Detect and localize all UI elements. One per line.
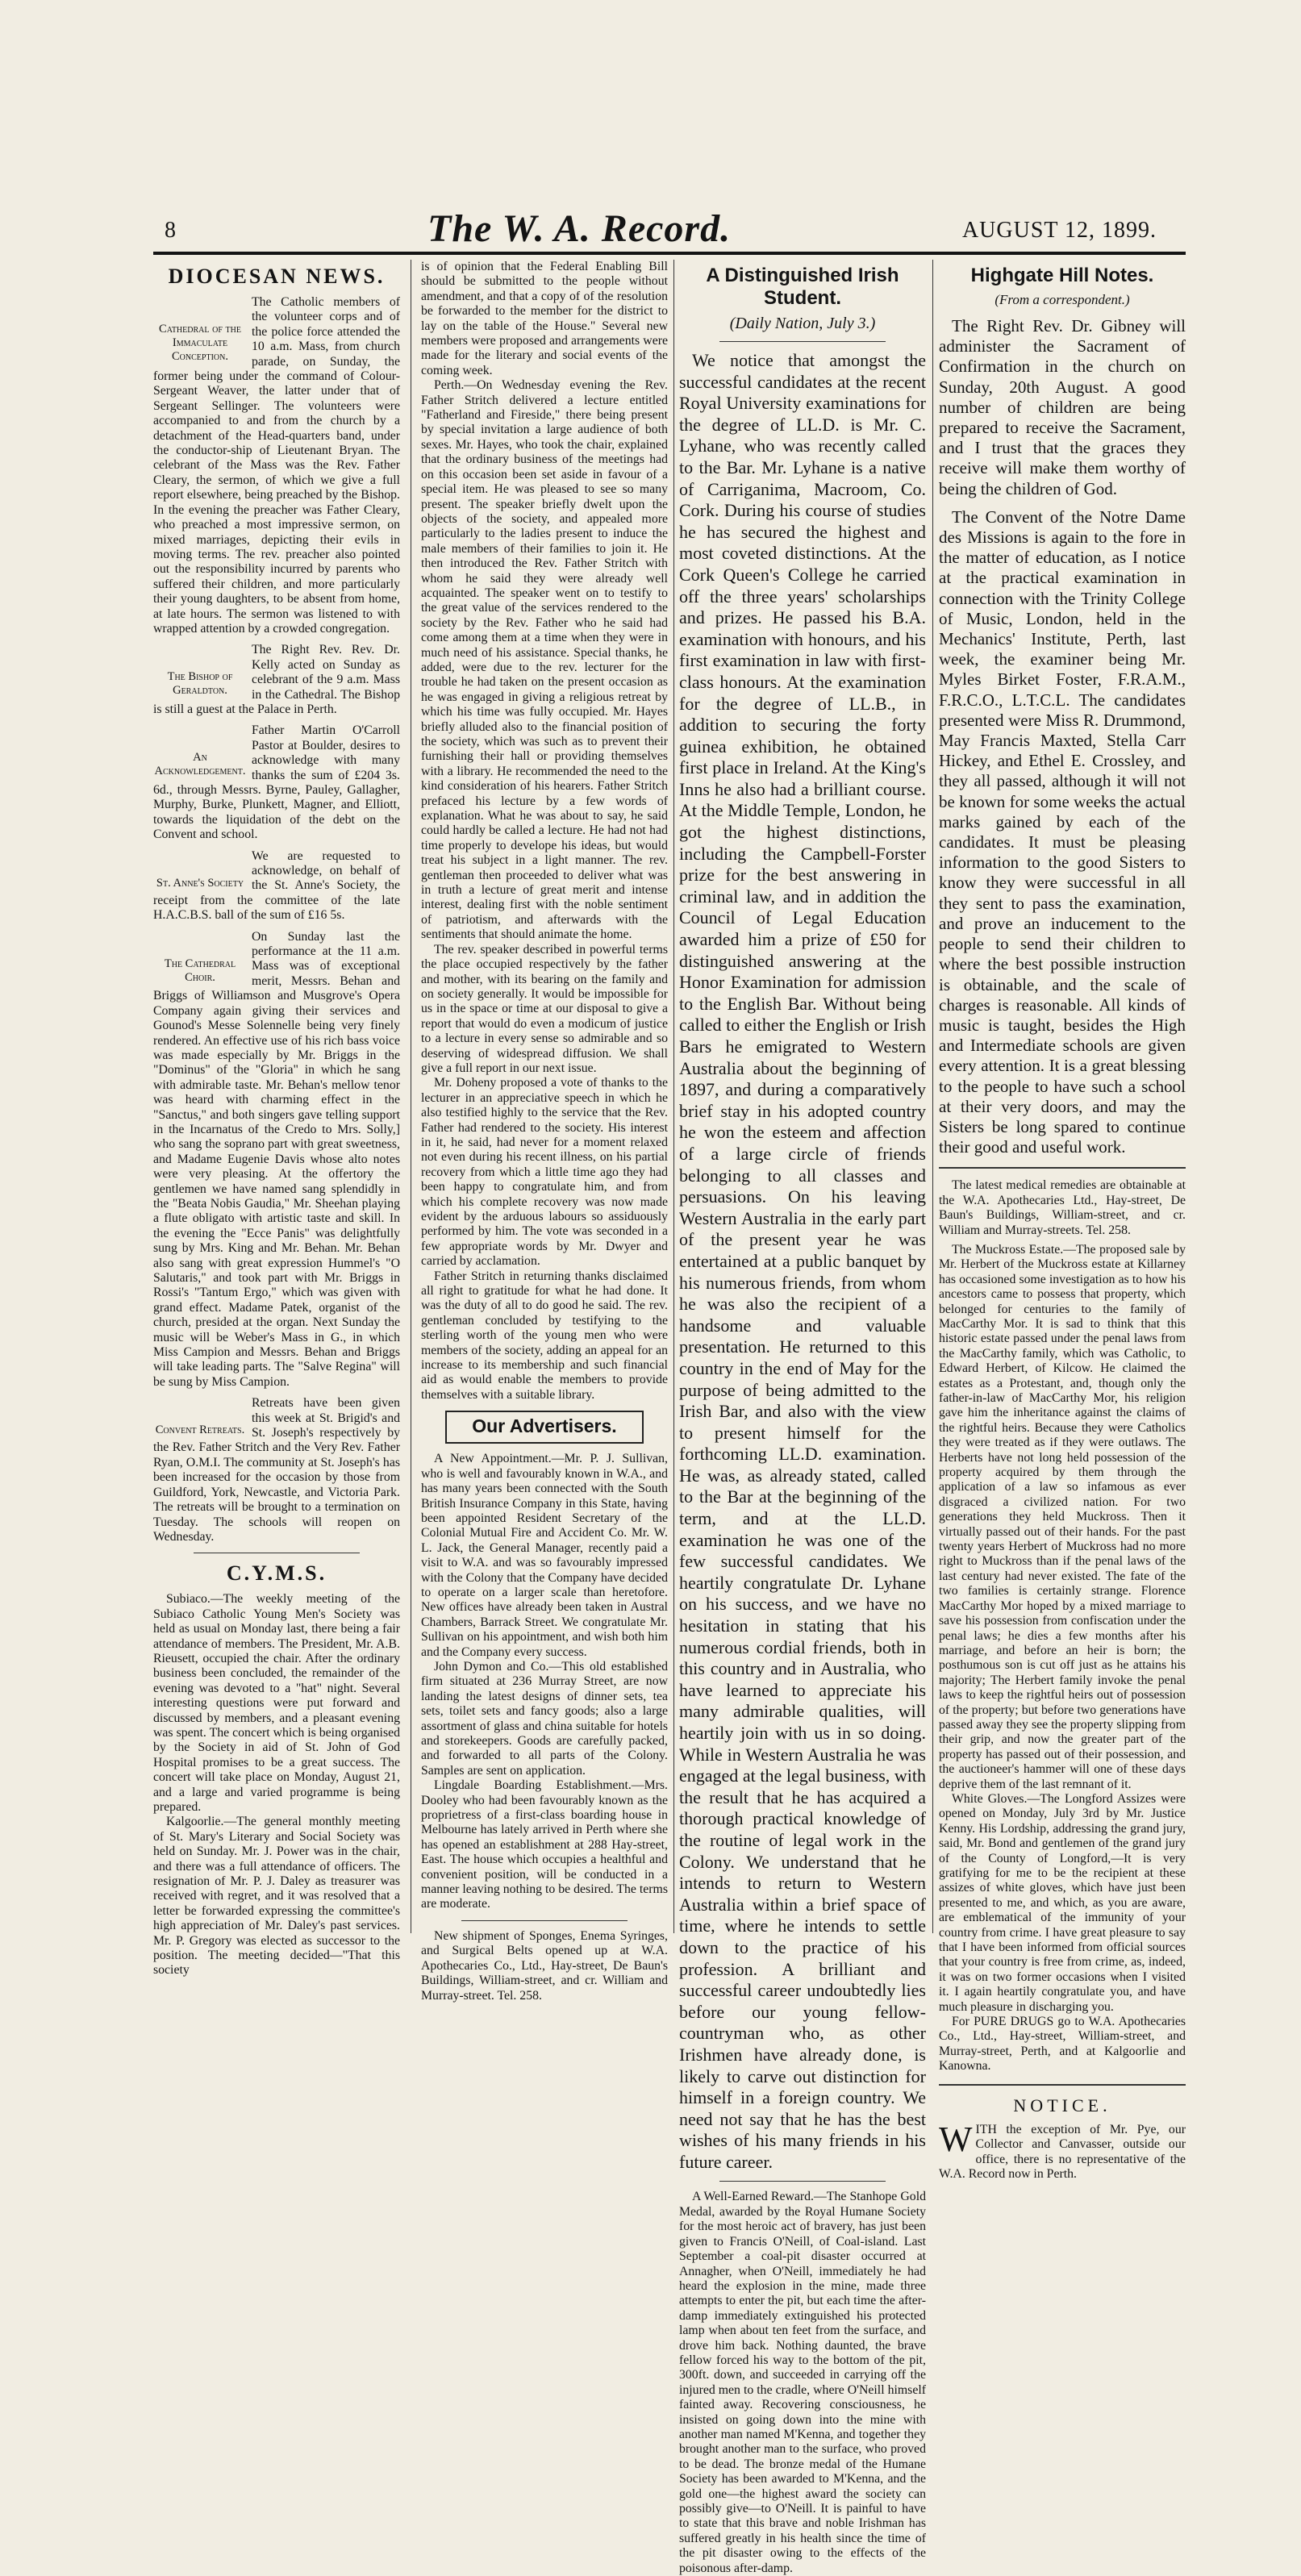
article-text: On Sunday last the performance at the 11 a.m. Mass was of exceptional merit, Messrs. Behan and Briggs of Williamson and Musgrove's Opera Company again giving their services and Gounod's Messe Solennelle being very finely rendered. An effective use of his rich bass voice was made especially by Mr. Briggs in the "Dominus" of the "Gloria" in which he sang with admirable taste. Mr. Behan's mellow tenor was heard with charming effect in the "Sanctus," and both singers gave telling support in the Incarnatus of the Credo to Mrs. Solly,] who sang the soprano part with great sweetness, and Madame Eugenie Davis whose alto notes were very pleasing. At the offertory the gentlemen we have named sang splendidly in the "Beata Nobis Gaudia," Mr. Sheehan playing a flute obligato with artistic taste and skill. In the evening the "Ecce Panis" was delightfully sung by Mrs. King and Mr. Behan. Mr. Behan also sang with great expression Hummel's "O Salutaris," and took part with Mr. Briggs in Rossi's "Tantum Ergo," which was given with grand effect. Madame Patek, organist of the church, presided at the organ. Next Sunday the music will be Weber's Mass in G., in which Miss Campion and Messrs. Behan and Briggs will take leading parts. The "Salve Regina" will be sung by Miss Campion.: [153, 929, 400, 1389]
notice-title: NOTICE.: [1013, 2095, 1111, 2115]
article-text: The Catholic members of the volunteer corps and of the police force attended the 10 a.m. Mass, from church parade, on Sunday, the former being under the command of Colour-Sergeant Weaver, the latter under that of Sergeant Sellinger. The volunteers were accompanied to and from the church by a detachment of the Head-quarters band, under the conductor-ship of Lieutenant Bryan. The celebrant of the Mass was the Rev. Father Cleary, the sermon, of which we give a full report elsewhere, being preached by the Bishop. In the evening the preacher was Father Cleary, who preached a most impressive sermon, on mixed marriages, depicting their evils in moving terms. The rev. preacher also pointed out the responsibility incurred by parents who suffered their children, and more particularly their young daughters, to be absent from home, at late hours. The sermon was listened to with wrapped attention by a crowded congregation.: [153, 295, 400, 636]
side-heading: Cathedral of the Immaculate Conception.: [159, 323, 241, 363]
notice-pure-drugs: For PURE DRUGS go to W.A. Apothecaries Co., Ltd., Hay-street, William-street, and Murray-street, Perth, and at Kalgoorlie and Kanowna.: [939, 2015, 1186, 2074]
advert-lingdale: Lingdale Boarding Establishment.—Mrs. Dooley who had been favourably known as the proprietress of a first-class boarding house in Melbourne has lately arrived in Perth where she has opened an establishment at 288 Hay-street, East. The house which occupies a healthful and convenient position, will be conducted in a manner leaving nothing to be desired. The terms are moderate.: [421, 1778, 668, 1911]
article-text: Father Martin O'Carroll Pastor at Boulder, desires to acknowledge with many thanks the sum of £204 3s. 6d., through Messrs. Byrne, Pauley, Gallagher, Murphy, Burke, Plunkett, Magner, and Elliott, towards the liquidation of the debt on the Convent and school.: [153, 723, 400, 842]
side-heading: Convent Retreats.: [155, 1423, 245, 1437]
advert-dymon: John Dymon and Co.—This old established firm situated at 236 Murray Street, are now landing the latest designs of dinner sets, tea sets, toilet sets and fancy goods; also a large assortment of glass and china suitable for hotels and storekeepers. Goods are carefully packed, and forwarded to all parts of the Colony. Samples are sent on application.: [421, 1659, 668, 1778]
article-title: A Distinguished Irish Student.: [706, 265, 899, 309]
article-text: We notice that amongst the successful candidates at the recent Royal University examinations for the degree of LL.D. is Mr. C. Lyhane, who was recently called to the Bar. Mr. Lyhane is a native of Carriganima, Macroom, Co. Cork. During his course of studies he has secured the highest and most coveted distinctions. At the Cork Queen's College he carried off the three years' scholarships and prizes. He passed his B.A. examination with honours, and his first examination in law with first-class honours. At the examination for the degree of LL.B., in addition to securing the forty guinea exhibition, he obtained first place in Ireland. At the King's Inns he also had a brilliant course. At the Middle Temple, London, he got the highest distinctions, including the Campbell-Forster prize for the best answering in criminal law, and in addition the Council of Legal Education awarded him a prize of £50 for distinguished answering at the Honor Examination for admission to the English Bar. Without being called to either the English or Irish Bars he emigrated to Western Australia about the beginning of 1897, and during a comparatively brief stay in his adopted country he won the esteem and affection of a large circle of friends belonging to all classes and persuasions. On his leaving Western Australia in the early part of the present year he was entertained at a public banquet by his numerous friends, from whom he was also the recipient of a handsome and valuable presentation. He returned to this country in the end of May for the purpose of being admitted to the Irish Bar, and also with the view to present himself for the forthcoming LL.D. examination. He was, as already stated, called to the Bar at the beginning of the term, and at the LL.D. examination he was one of the few successful candidates. We heartily congratulate Dr. Lyhane on his success, and we have no hesitation in stating that his numerous cordial friends, both in this country and in Australia, who have learned to appreciate his many admirable qualities, will heartily join with us in so doing. While in Western Australia he was engaged at the legal business, with the result that he has acquired a thorough practical knowledge of the routine of legal work in the Colony. We understand that he intends to return to Western Australia within a brief space of time, where he intends to settle down to the practice of his profession. A brilliant and successful career undoubtedly lies before our young fellow-countryman who, as other Irishmen have already done, is likely to carve out distinction for himself in a foreign country. We need not say that he has the best wishes of his many friends in his future career.: [679, 350, 926, 2172]
column-irish-student: [679, 260, 926, 2576]
side-heading: The Bishop of Geraldton.: [167, 670, 233, 698]
article-paragraph: The rev. speaker described in powerful terms the place occupied respectively by the father and mother, with its bearing on the family and on society generally. It would be impossible for us in the space or time at our disposal to give a report that would do even a modicum of justice to a lecture in every sense so admirable and so deserving of widespread diffusion. We shall give a full report in our next issue.: [421, 942, 668, 1075]
side-heading: St. Anne's Society: [156, 876, 244, 890]
notice-text: ITH the exception of Mr. Pye, our Collector and Canvasser, outside our office, there is no representative of the W.A. Record now in Perth.: [939, 2122, 1186, 2181]
article-continued: is of opinion that the Federal Enabling Bill should be submitted to the people without amendment, and that a copy of of the resolution be forwarded to the member for the district to lay on the table of the House." Several new members were proposed and arrangements were made for the literary and social events of the coming week.: [421, 260, 668, 377]
divider: [461, 1920, 628, 1921]
news-entry-choir: [153, 930, 400, 1390]
column-highgate-hill: [939, 260, 1186, 2182]
column-two: [421, 260, 668, 2003]
advert-appointment: A New Appointment.—Mr. P. J. Sullivan, who is well and favourably known in W.A., and has many years been connected with the South British Insurance Company in this State, having been appointed Resident Secretary of the Colonial Mutual Fire and Accident Co. Mr. W. L. Jack, the General Manager, recently paid a visit to W.A. and was so favourably impressed with the Colony that the Company have decided to operate on a larger scale than heretofore. New offices have already been taken in Austral Chambers, Barrack Street. We congratulate Mr. Sullivan on his appointment, and wish both him and the Company every success.: [421, 1452, 668, 1659]
news-entry-cathedral: [153, 295, 400, 636]
column-divider: [932, 260, 933, 1933]
article-subiaco: Subiaco.—The weekly meeting of the Subiaco Catholic Young Men's Society was held as usual on Monday last, there being a fair attendance of members. The President, Mr. A.B. Rieusett, occupied the chair. After the ordinary business been concluded, the remainder of the evening was devoted to a "hat" night. Several interesting questions were put forward and discussed by members, and a pleasant evening was spent. The concert which is being organised by the Society in aid of St. John of God Hospital promises to be a great success. The concert will take place on Monday, August 21, and a large and varied programme is being prepared.: [153, 1592, 400, 1814]
news-entry-bishop: [153, 643, 400, 717]
newspaper-page: [121, 202, 1186, 2575]
divider: [719, 2181, 886, 2182]
notice-medical: The latest medical remedies are obtainable at the W.A. Apothecaries Ltd., Hay-street, De Baun's Buildings, William-street, and cr. William and Murray-streets. Tel. 258.: [939, 1178, 1186, 1237]
article-text: Retreats have been given this week at St. Brigid's and St. Joseph's respectively by the Rev. Father Stritch and the Very Rev. Father Ryan, O.M.I. The community at St. Joseph's has been increased for the occasion by those from Guildford, York, Newcastle, and Victoria Park. The retreats will be brought to a termination on Tuesday. The schools will reopen on Wednesday.: [153, 1396, 400, 1544]
news-entry-retreats: [153, 1396, 400, 1544]
advertisers-heading: Our Advertisers.: [445, 1411, 644, 1444]
article-source: (Daily Nation, July 3.): [729, 315, 876, 332]
article-white-gloves: White Gloves.—The Longford Assizes were opened on Monday, July 3rd by Mr. Justice Kenny. His Lordship, addressing the grand jury, said, Mr. Bond and gentlemen of the grand jury of the County of Longford,—It is very gratifying for me to be the recipient at these assizes of white gloves, which have just been presented to me, and which, as you are aware, are emblematical of the immunity of your country from crime. I have great pleasure to say that I have been informed from official sources that your country is free from crime, as, indeed, it was on two former occasions when I visited it. I again heartily congratulate you, and have much pleasure in discharging you.: [939, 1791, 1186, 2014]
header-rule: [153, 252, 1186, 255]
advert-apothecaries: New shipment of Sponges, Enema Syringes, and Surgical Belts opened up at W.A. Apothecaries Co., Ltd., Hay-street, De Baun's Buildings, William-street, and cr. William and Murray-street. Tel. 258.: [421, 1928, 668, 2003]
article-muckross: The Muckross Estate.—The proposed sale by Mr. Herbert of the Muckross estate at Killarney has occasioned some investigation as to how his ancestors came to possess that property, which belonged for centuries to the family of MacCarthy Mor. It is sad to think that this historic estate passed under the penal laws from the MacCarthy family, which was Catholic, to Edward Herbert, of Kilcow. He claimed the estates as a Protestant, and, though only the father-in-law of MacCarthy Mor, his religion gave him the inheritance against the claims of the rightful heirs. Because they were Catholics they were treated as if they were outlaws. The Herberts have not long held possession of the property acquired by them through the application of a law so infamous as ever disgraced a civilized nation. For two generations they held Muckross. Then it virtually passed out of their hands. For the past twenty years Herbert of Muckross had no more right to Muckross than if the penal laws of the last century had never existed. The fate of the two families is certainly strange. Florence MacCarthy Mor hoped by a mixed marriage to save his possession from confiscation under the penal laws; he dies a few months after his marriage, and before an heir is born; the posthumous son is cut off just as he attains his majority; The Herbert family invoke the penal laws to keep the rightful heirs out of possession of the property; but before two generations have passed away they see the property slipping from their grip, and now the greater part of the property has passed out of their possession, and the auctioneer's hammer will one of these days deprive them of the last remnant of it.: [939, 1242, 1186, 1791]
article-correspondent: (From a correspondent.): [995, 292, 1130, 307]
issue-date: AUGUST 12, 1899.: [961, 218, 1157, 243]
article-paragraph: Father Stritch in returning thanks disclaimed all right to gratitude for what he had done. It was the duty of all to do good he said. The rev. gentleman concluded by testifying to the sterling worth of the young men who were members of the society, adding an appeal for an increase to its membership and such financial aid as would enable the members to provide themselves with a suitable library.: [421, 1269, 668, 1402]
article-kalgoorlie: Kalgoorlie.—The general monthly meeting of St. Mary's Literary and Social Society was held on Sunday. Mr. J. Power was in the chair, and there was a full attendance of officers. The resignation of Mr. P. J. Daley as treasurer was received with regret, and it was resolved that a letter be forwarded expressing the committee's high appreciation of Mr. Daley's past services. Mr. P. Gregory was elected as successor to the position. The meeting decided—"That this society: [153, 1815, 400, 1978]
article-paragraph: Mr. Doheny proposed a vote of thanks to the lecturer in an appreciative speech in which he also testified highly to the service that the Rev. Father had rendered to the society. His interest in it, he said, had never for a moment relaxed not even during his recent illness, on his partial recovery from which a little time ago they had been happy to congratulate him, and from which his complete recovery was now made evident by the arduous labours so assiduously performed by him. The vote was seconded in a few appropriate words by Mr. Dwyer and carried by acclamation.: [421, 1076, 668, 1269]
article-paragraph: The Right Rev. Dr. Gibney will administer the Sacrament of Confirmation in the church on Sunday, 20th August. A good number of children are being prepared to receive the Sacrament, and I trust that the graces they receive will make them worthy of being the children of God.: [939, 316, 1186, 498]
side-heading: An Acknowledgement.: [154, 751, 246, 778]
page-number: 8: [165, 218, 176, 243]
notice-body: [939, 2123, 1186, 2182]
page-header: [121, 202, 1186, 250]
masthead: The W. A. Record.: [427, 207, 732, 250]
divider: [719, 341, 886, 342]
divider: [939, 2084, 1186, 2086]
article-perth: Perth.—On Wednesday evening the Rev. Father Stritch delivered a lecture entitled "Fatherland and Fireside," there being present by special invitation a large audience of both sexes. Mr. Hayes, who took the chair, explained that the ordinary business of the meetings had on this occasion been set aside in favour of a special item. He was pleased to see so many present. The speaker briefly dwelt upon the objects of the society, and appealed more particularly to the ladies present to induce the male members of their families to join it. He then introduced the Rev. Father Stritch with whom he said they were already well acquainted. The speaker went on to testify to the great value of the services rendered to the society by the Rev. Father who he said had come among them at a time when they were in much need of his assistance. Special thanks, he added, were due to the rev. lecturer for the trouble he had taken on the present occasion as he was engaged in giving a religious retreat by which his time was fully occupied. Mr. Hayes briefly alluded also to the financial position of the society, which was such as to prevent their furnishing their hall or providing themselves with a library. He recommended the need to the kind consideration of his hearers. Father Stritch prefaced his lecture by a few words of explanation. What he was about to say, he said could hardly be called a lecture. He had not had time properly to develope his ideas, but would treat his subject in a light manner. The rev. gentleman then proceeded to deliver what was in truth a lecture of great merit and intense interest, dealing first with the noble sentiment of patriotism, and afterwards with the sentiments that should animate the home.: [421, 378, 668, 942]
drop-cap: W: [939, 2122, 973, 2159]
column-diocesan-news: [153, 260, 400, 1978]
side-heading: The Cathedral Choir.: [164, 957, 236, 984]
news-entry-acknowledgement: [153, 723, 400, 842]
article-paragraph: The Convent of the Notre Dame des Missions is again to the fore in the matter of education, as I notice at the practical examination in connection with the Trinity College of Music, London, held in the Mechanics' Institute, Perth, last week, the examiner being Mr. Myles Birket Foster, F.R.A.M., F.R.C.O., L.T.C.L. The candidates presented were Miss R. Drummond, May Francis Maxted, Stella Carr Hickey, and Ethel E. Crossley, and they all passed, although it will not be known for some weeks the actual marks gained by each of the candidates. It must be pleasing information to the good Sisters to know they were successful in all they sent to pass the examination, and prove an inducement to the people to send their children to where the best possible instruction is obtainable, and the scale of charges is reasonable. All kinds of music is taught, besides the High and Intermediate schools are given every attention. It is a great blessing to the people to have such a school at their very doors, and may the Sisters be long spared to continue their good and useful work.: [939, 506, 1186, 1157]
article-text: We are requested to acknowledge, on behalf of the St. Anne's Society, the receipt from the committee of the late H.A.C.B.S. ball of the sum of £16 5s.: [153, 848, 400, 923]
section-title: DIOCESAN NEWS.: [168, 265, 386, 288]
article-text: The Right Rev. Rev. Dr. Kelly acted on Sunday as celebrant of the 9 a.m. Mass in the Cathedral. The Bishop is still a guest at the Palace in Perth.: [153, 643, 400, 716]
article-reward: A Well-Earned Reward.—The Stanhope Gold Medal, awarded by the Royal Humane Society for the most heroic act of bravery, has just been given to Francis O'Neill, of Coal-island. Last September a coal-pit disaster occurred at Annagher, when O'Neill, immediately he had heard the explosion in the mine, made three attempts to enter the pit, but each time the after-damp immediately extinguished his protected lamp when about ten feet from the surface, and drove him back. Nothing daunted, the brave fellow forced his way to the bottom of the pit, 300ft. down, and succeeded in carrying off the injured men to the cradle, where O'Neill himself fainted away. Recovering consciousness, he insisted on going down into the mine with another man named M'Kenna, and together they brought another man to the surface, who proved to be dead. The bronze medal of the Humane Society has been awarded to M'Kenna, and the gold one—the highest award the society can possibly give—to O'Neill. It is painful to have to state that this brave and noble Irishman has suffered greatly in his health since the time of the pit disaster owing to the effects of the poisonous after-damp.: [679, 2190, 926, 2575]
news-entry-st-annes: [153, 849, 400, 923]
divider: [939, 1167, 1186, 1169]
article-title: Highgate Hill Notes.: [970, 265, 1154, 286]
section-title: C.Y.M.S.: [226, 1561, 327, 1586]
column-divider: [673, 260, 674, 1933]
